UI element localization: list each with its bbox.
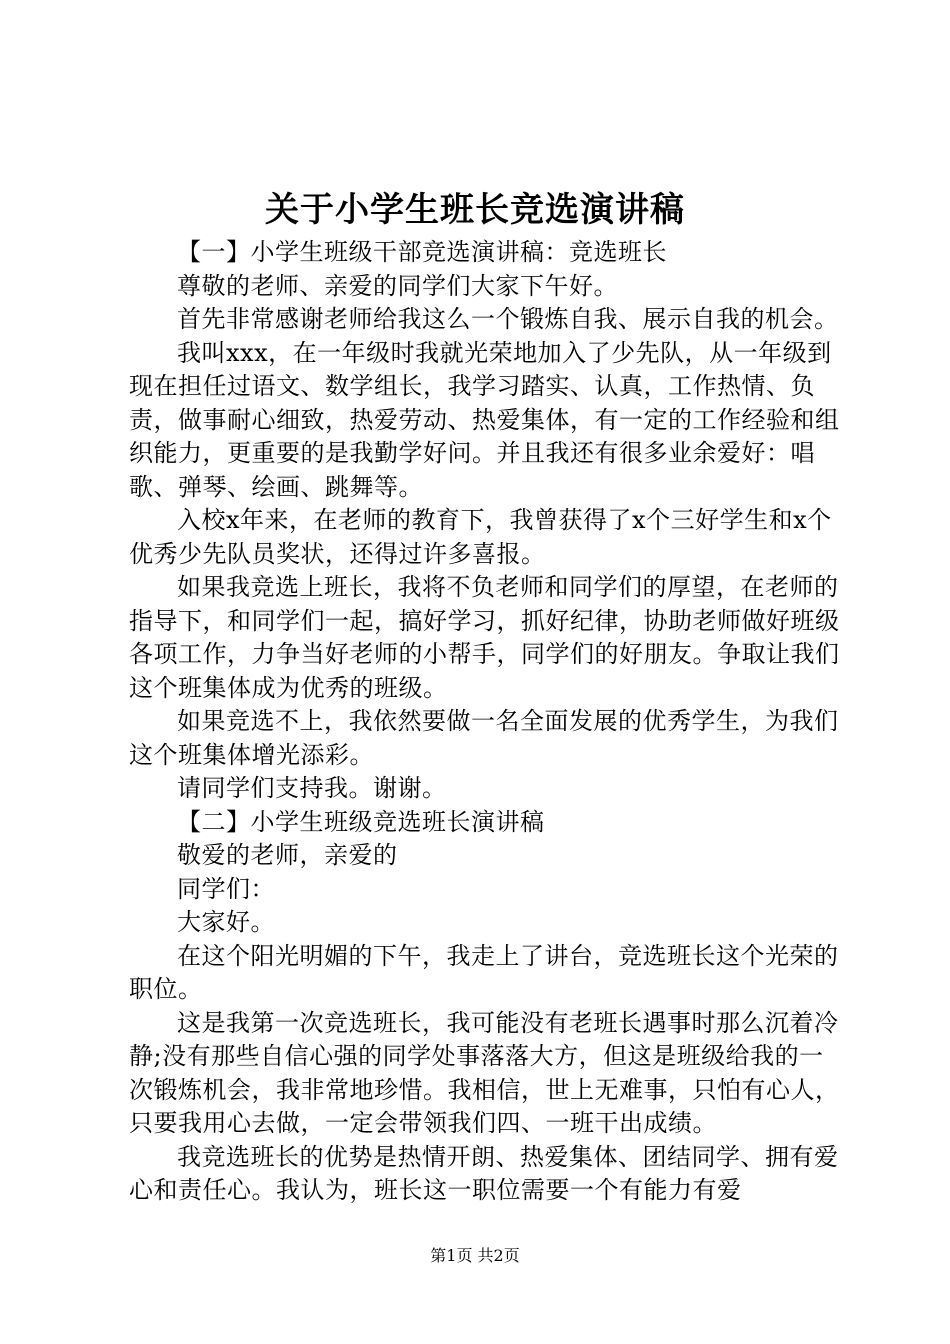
paragraph: 请同学们支持我。谢谢。 [177, 774, 447, 802]
paragraph: 这是我第一次竞选班长，我可能没有老班长遇事时那么沉着冷静;没有那些自信心强的同学处事落落大方，但这是班级给我的一次锻炼机会，我非常地珍惜。我相信，世上无难事，只怕有心人，只要我用心去做，一定会带领我们四、一班干出成绩。 [129, 1008, 840, 1137]
paragraph: 我竞选班长的优势是热情开朗、热爱集体、团结同学、拥有爱心和责任心。我认为，班长这一职位需要一个有能力有爱 [129, 1142, 839, 1204]
paragraph: 入校x年来，在老师的教育下，我曾获得了x个三好学生和x个优秀少先队员奖状，还得过许多喜报。 [129, 506, 832, 568]
document-body [129, 236, 841, 1208]
paragraph: 首先非常感谢老师给我这么一个锻炼自我、展示自我的机会。 [177, 305, 839, 333]
document-title: 关于小学生班长竞选演讲稿 [265, 190, 685, 230]
paragraph: 如果竞选不上，我依然要做一名全面发展的优秀学生，为我们这个班集体增光添彩。 [129, 707, 839, 769]
paragraph: 敬爱的老师，亲爱的 [177, 841, 398, 869]
paragraph: 我叫xxx，在一年级时我就光荣地加入了少先队，从一年级到现在担任过语文、数学组长，我学习踏实、认真，工作热情、负责，做事耐心细致，热爱劳动、热爱集体，有一定的工作经验和组织能力，更重要的是我勤学好问。并且我还有很多业余爱好：唱歌、弹琴、绘画、跳舞等。 [129, 338, 840, 501]
page-number: 第1页 共2页 [430, 1246, 520, 1265]
paragraph: 同学们： [177, 874, 275, 903]
paragraph: 大家好。 [177, 908, 275, 936]
paragraph: 【二】小学生班级竞选班长演讲稿 [177, 807, 545, 836]
paragraph: 在这个阳光明媚的下午，我走上了讲台，竞选班长这个光荣的职位。 [129, 941, 839, 1003]
paragraph: 如果我竞选上班长，我将不负老师和同学们的厚望，在老师的指导下，和同学们一起，搞好学习，抓好纪律，协助老师做好班级各项工作，力争当好老师的小帮手，同学们的好朋友。争取让我们这个班集体成为优秀的班级。 [129, 573, 840, 702]
paragraph: 尊敬的老师、亲爱的同学们大家下午好。 [177, 271, 618, 300]
paragraph: 【一】小学生班级干部竞选演讲稿：竞选班长 [177, 238, 667, 266]
